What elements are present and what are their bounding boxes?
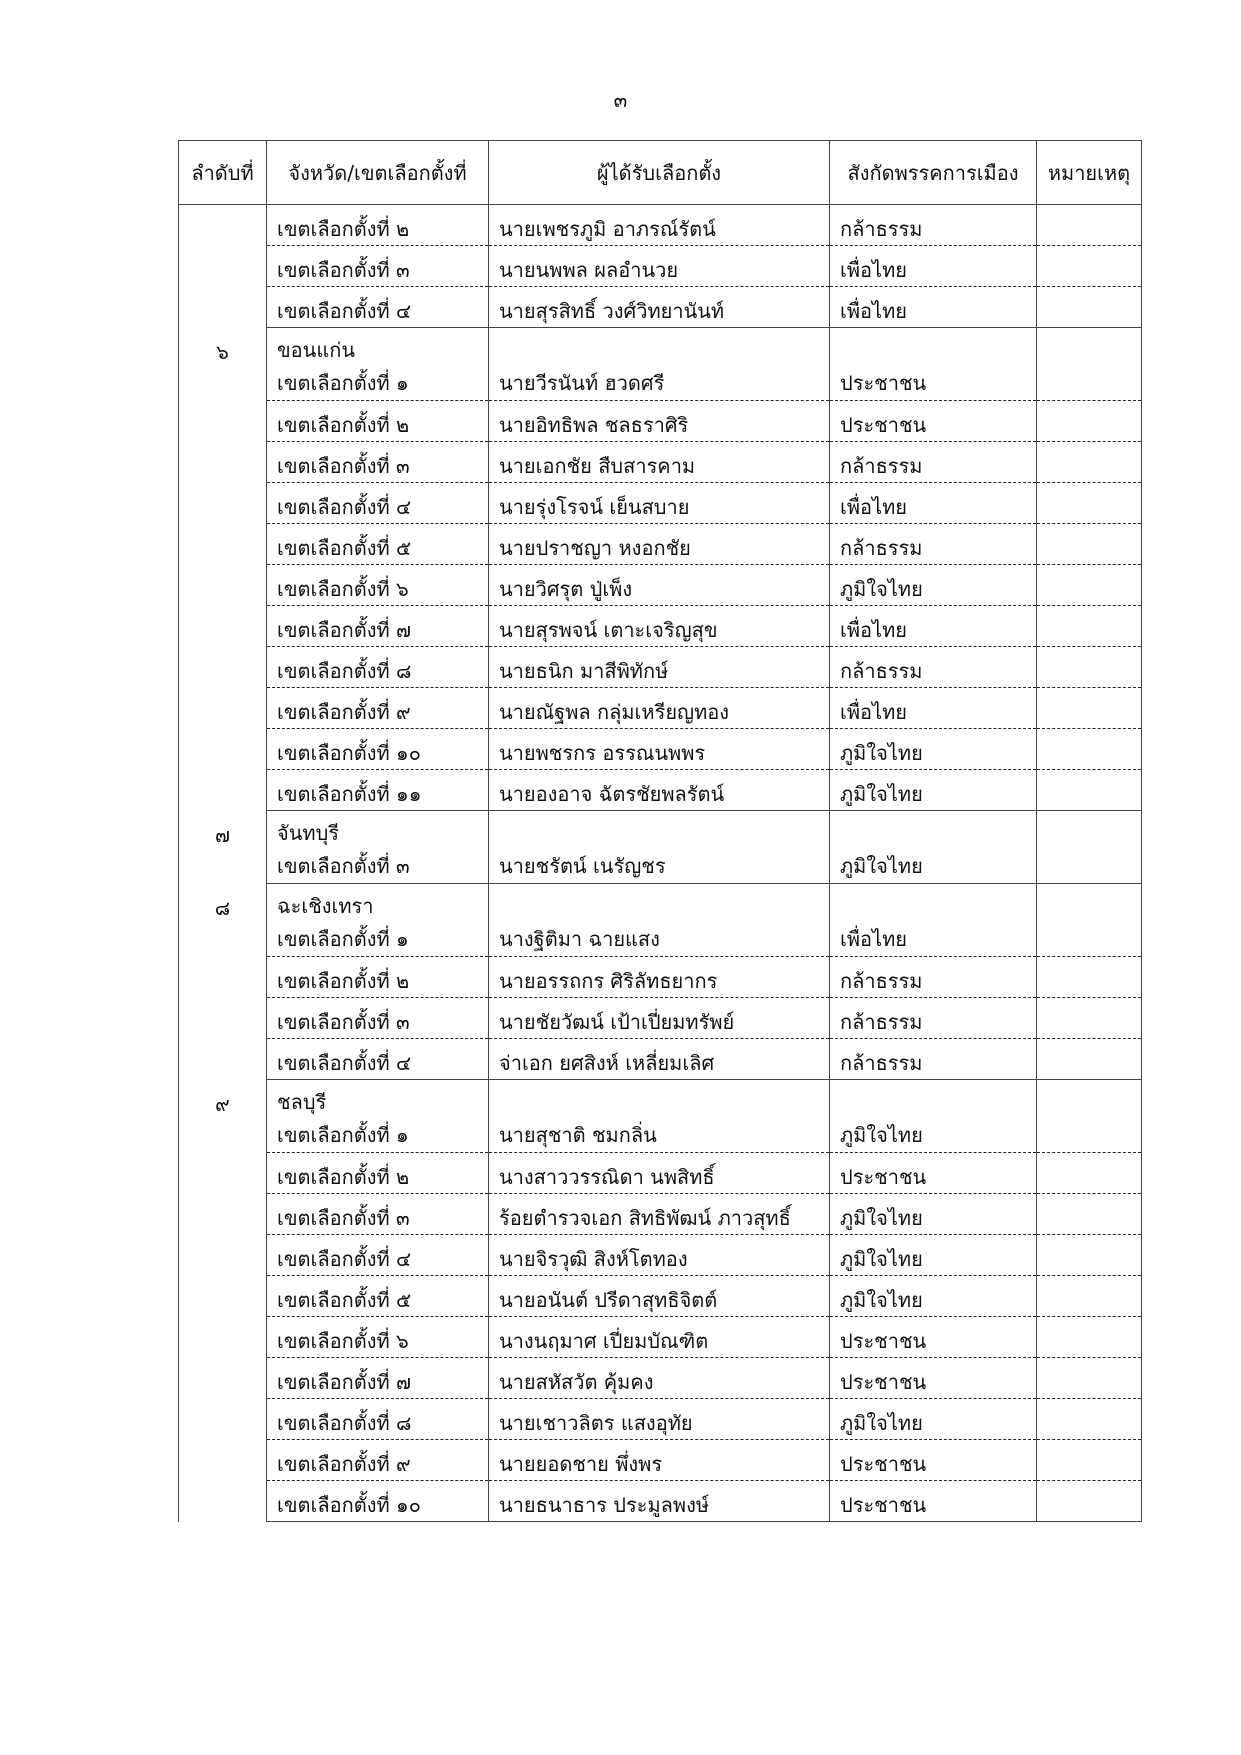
- province-spacer-remark: [1037, 328, 1142, 367]
- district-cell: เขตเลือกตั้งที่ ๓: [267, 442, 489, 483]
- header-party: สังกัดพรรคการเมือง: [830, 141, 1037, 205]
- district-cell: เขตเลือกตั้งที่ ๙: [267, 1440, 489, 1481]
- party-cell: ภูมิใจไทย: [830, 849, 1037, 884]
- elected-name-cell: นายนพพล ผลอำนวย: [489, 246, 830, 287]
- remark-cell: [1037, 1235, 1142, 1276]
- province-name: จันทบุรี: [267, 811, 489, 850]
- remark-cell: [1037, 729, 1142, 770]
- district-cell: เขตเลือกตั้งที่ ๔: [267, 1039, 489, 1080]
- party-cell: ภูมิใจไทย: [830, 1399, 1037, 1440]
- elected-name-cell: นายสหัสวัต คุ้มคง: [489, 1358, 830, 1399]
- province-spacer-remark: [1037, 884, 1142, 923]
- remark-cell: [1037, 483, 1142, 524]
- province-spacer-party: [830, 884, 1037, 923]
- remark-cell: [1037, 1358, 1142, 1399]
- elected-name-cell: นายชัยวัฒน์ เป้าเปี่ยมทรัพย์: [489, 998, 830, 1039]
- group-number: ๗: [179, 811, 267, 884]
- party-cell: ประชาชน: [830, 1153, 1037, 1194]
- remark-cell: [1037, 1440, 1142, 1481]
- province-spacer-name: [489, 811, 830, 850]
- district-cell: เขตเลือกตั้งที่ ๓: [267, 1194, 489, 1235]
- header-province-district: จังหวัด/เขตเลือกตั้งที่: [267, 141, 489, 205]
- elected-name-cell: นายปราชญา หงอกชัย: [489, 524, 830, 565]
- header-remark: หมายเหตุ: [1037, 141, 1142, 205]
- table-row: [179, 1399, 1142, 1440]
- party-cell: กล้าธรรม: [830, 957, 1037, 998]
- remark-cell: [1037, 1481, 1142, 1522]
- district-cell: เขตเลือกตั้งที่ ๕: [267, 1276, 489, 1317]
- table-row: [179, 565, 1142, 606]
- table-row: [179, 849, 1142, 884]
- district-cell: เขตเลือกตั้งที่ ๑๐: [267, 1481, 489, 1522]
- table-row: [179, 1153, 1142, 1194]
- district-cell: เขตเลือกตั้งที่ ๔: [267, 483, 489, 524]
- party-cell: ภูมิใจไทย: [830, 565, 1037, 606]
- remark-cell: [1037, 442, 1142, 483]
- table-row: [179, 1276, 1142, 1317]
- group-number: ๙: [179, 1080, 267, 1522]
- party-cell: เพื่อไทย: [830, 287, 1037, 328]
- table-row: [179, 606, 1142, 647]
- district-cell: เขตเลือกตั้งที่ ๑๐: [267, 729, 489, 770]
- elected-name-cell: นายเชาวลิตร แสงอุทัย: [489, 1399, 830, 1440]
- header-elected: ผู้ได้รับเลือกตั้ง: [489, 141, 830, 205]
- province-name: ชลบุรี: [267, 1080, 489, 1119]
- group-number: ๘: [179, 884, 267, 1080]
- elected-name-cell: นายอรรถกร ศิริลัทธยากร: [489, 957, 830, 998]
- table-row: [179, 205, 1142, 246]
- party-cell: ภูมิใจไทย: [830, 1276, 1037, 1317]
- elected-name-cell: นายอนันต์ ปรีดาสุทธิจิตต์: [489, 1276, 830, 1317]
- remark-cell: [1037, 246, 1142, 287]
- table-row: [179, 524, 1142, 565]
- remark-cell: [1037, 606, 1142, 647]
- table-row: [179, 1039, 1142, 1080]
- table-row: [179, 957, 1142, 998]
- remark-cell: [1037, 1118, 1142, 1153]
- party-cell: ภูมิใจไทย: [830, 1118, 1037, 1153]
- district-cell: เขตเลือกตั้งที่ ๘: [267, 647, 489, 688]
- district-cell: เขตเลือกตั้งที่ ๑๑: [267, 770, 489, 811]
- header-row: [179, 141, 1142, 205]
- district-cell: เขตเลือกตั้งที่ ๓: [267, 849, 489, 884]
- party-cell: กล้าธรรม: [830, 205, 1037, 246]
- party-cell: กล้าธรรม: [830, 1039, 1037, 1080]
- elected-name-cell: นายวีรนันท์ ฮวดศรี: [489, 366, 830, 401]
- remark-cell: [1037, 1039, 1142, 1080]
- party-cell: ประชาชน: [830, 366, 1037, 401]
- elected-name-cell: นางนฤมาศ เปี่ยมบัณฑิต: [489, 1317, 830, 1358]
- table-row: [179, 401, 1142, 442]
- elected-name-cell: นายสุชาติ ชมกลิ่น: [489, 1118, 830, 1153]
- province-spacer-party: [830, 811, 1037, 850]
- district-cell: เขตเลือกตั้งที่ ๕: [267, 524, 489, 565]
- elected-name-cell: นายชรัตน์ เนรัญชร: [489, 849, 830, 884]
- district-cell: เขตเลือกตั้งที่ ๘: [267, 1399, 489, 1440]
- remark-cell: [1037, 565, 1142, 606]
- table-row: [179, 729, 1142, 770]
- elected-name-cell: นายองอาจ ฉัตรชัยพลรัตน์: [489, 770, 830, 811]
- elected-name-cell: นายเอกชัย สืบสารคาม: [489, 442, 830, 483]
- party-cell: เพื่อไทย: [830, 483, 1037, 524]
- remark-cell: [1037, 524, 1142, 565]
- elected-name-cell: จ่าเอก ยศสิงห์ เหลี่ยมเลิศ: [489, 1039, 830, 1080]
- party-cell: ประชาชน: [830, 1317, 1037, 1358]
- district-cell: เขตเลือกตั้งที่ ๗: [267, 606, 489, 647]
- district-cell: เขตเลือกตั้งที่ ๑: [267, 366, 489, 401]
- party-cell: กล้าธรรม: [830, 998, 1037, 1039]
- district-cell: เขตเลือกตั้งที่ ๔: [267, 1235, 489, 1276]
- party-cell: เพื่อไทย: [830, 688, 1037, 729]
- district-cell: เขตเลือกตั้งที่ ๒: [267, 401, 489, 442]
- province-spacer-party: [830, 328, 1037, 367]
- table-row: [179, 246, 1142, 287]
- table-row: [179, 287, 1142, 328]
- table-row: [179, 1194, 1142, 1235]
- province-spacer-party: [830, 1080, 1037, 1119]
- province-name: ฉะเชิงเทรา: [267, 884, 489, 923]
- elected-name-cell: นายณัฐพล กลุ่มเหรียญทอง: [489, 688, 830, 729]
- district-cell: เขตเลือกตั้งที่ ๖: [267, 565, 489, 606]
- remark-cell: [1037, 1399, 1142, 1440]
- table-row: [179, 647, 1142, 688]
- remark-cell: [1037, 205, 1142, 246]
- election-results-table: [178, 140, 1142, 1522]
- party-cell: เพื่อไทย: [830, 246, 1037, 287]
- remark-cell: [1037, 998, 1142, 1039]
- party-cell: ภูมิใจไทย: [830, 770, 1037, 811]
- group-number: ๖: [179, 328, 267, 811]
- district-cell: เขตเลือกตั้งที่ ๑: [267, 1118, 489, 1153]
- province-row: [179, 328, 1142, 367]
- party-cell: ภูมิใจไทย: [830, 1235, 1037, 1276]
- table-row: [179, 1481, 1142, 1522]
- remark-cell: [1037, 1317, 1142, 1358]
- party-cell: ประชาชน: [830, 1481, 1037, 1522]
- party-cell: ประชาชน: [830, 1440, 1037, 1481]
- table-row: [179, 770, 1142, 811]
- table-body: [179, 205, 1142, 1522]
- header-no: ลำดับที่: [179, 141, 267, 205]
- remark-cell: [1037, 647, 1142, 688]
- remark-cell: [1037, 1276, 1142, 1317]
- district-cell: เขตเลือกตั้งที่ ๖: [267, 1317, 489, 1358]
- table-row: [179, 1317, 1142, 1358]
- district-cell: เขตเลือกตั้งที่ ๒: [267, 1153, 489, 1194]
- district-cell: เขตเลือกตั้งที่ ๒: [267, 205, 489, 246]
- party-cell: ภูมิใจไทย: [830, 729, 1037, 770]
- district-cell: เขตเลือกตั้งที่ ๑: [267, 922, 489, 957]
- page-number: ๓: [613, 88, 628, 112]
- table-row: [179, 483, 1142, 524]
- province-spacer-name: [489, 884, 830, 923]
- district-cell: เขตเลือกตั้งที่ ๙: [267, 688, 489, 729]
- elected-name-cell: ร้อยตำรวจเอก สิทธิพัฒน์ ภาวสุทธิ์: [489, 1194, 830, 1235]
- elected-name-cell: นางฐิติมา ฉายแสง: [489, 922, 830, 957]
- elected-name-cell: นายรุ่งโรจน์ เย็นสบาย: [489, 483, 830, 524]
- province-spacer-name: [489, 328, 830, 367]
- province-spacer-remark: [1037, 811, 1142, 850]
- party-cell: กล้าธรรม: [830, 524, 1037, 565]
- remark-cell: [1037, 849, 1142, 884]
- remark-cell: [1037, 366, 1142, 401]
- party-cell: กล้าธรรม: [830, 442, 1037, 483]
- elected-name-cell: นายจิรวุฒิ สิงห์โตทอง: [489, 1235, 830, 1276]
- table-row: [179, 442, 1142, 483]
- elected-name-cell: นางสาววรรณิดา นพสิทธิ์: [489, 1153, 830, 1194]
- district-cell: เขตเลือกตั้งที่ ๓: [267, 246, 489, 287]
- district-cell: เขตเลือกตั้งที่ ๔: [267, 287, 489, 328]
- table-row: [179, 922, 1142, 957]
- elected-name-cell: นายอิทธิพล ชลธราศิริ: [489, 401, 830, 442]
- province-row: [179, 1080, 1142, 1119]
- party-cell: ประชาชน: [830, 1358, 1037, 1399]
- province-row: [179, 884, 1142, 923]
- elected-name-cell: นายเพชรภูมิ อาภรณ์รัตน์: [489, 205, 830, 246]
- district-cell: เขตเลือกตั้งที่ ๗: [267, 1358, 489, 1399]
- party-cell: ประชาชน: [830, 401, 1037, 442]
- remark-cell: [1037, 1153, 1142, 1194]
- remark-cell: [1037, 401, 1142, 442]
- province-spacer-remark: [1037, 1080, 1142, 1119]
- party-cell: ภูมิใจไทย: [830, 1194, 1037, 1235]
- table-row: [179, 1235, 1142, 1276]
- party-cell: เพื่อไทย: [830, 922, 1037, 957]
- province-row: [179, 811, 1142, 850]
- elected-name-cell: นายสุรสิทธิ์ วงศ์วิทยานันท์: [489, 287, 830, 328]
- table-row: [179, 688, 1142, 729]
- elected-name-cell: นายสุรพจน์ เตาะเจริญสุข: [489, 606, 830, 647]
- remark-cell: [1037, 957, 1142, 998]
- province-name: ขอนแก่น: [267, 328, 489, 367]
- group-number: [179, 205, 267, 328]
- party-cell: เพื่อไทย: [830, 606, 1037, 647]
- remark-cell: [1037, 1194, 1142, 1235]
- table-row: [179, 998, 1142, 1039]
- remark-cell: [1037, 287, 1142, 328]
- remark-cell: [1037, 688, 1142, 729]
- elected-name-cell: นายวิศรุต ปู่เพ็ง: [489, 565, 830, 606]
- district-cell: เขตเลือกตั้งที่ ๓: [267, 998, 489, 1039]
- table-row: [179, 1118, 1142, 1153]
- table-row: [179, 366, 1142, 401]
- table-row: [179, 1358, 1142, 1399]
- remark-cell: [1037, 922, 1142, 957]
- party-cell: กล้าธรรม: [830, 647, 1037, 688]
- elected-name-cell: นายพชรกร อรรณนพพร: [489, 729, 830, 770]
- table-row: [179, 1440, 1142, 1481]
- elected-name-cell: นายยอดชาย พึ่งพร: [489, 1440, 830, 1481]
- elected-name-cell: นายธนิก มาสีพิทักษ์: [489, 647, 830, 688]
- district-cell: เขตเลือกตั้งที่ ๒: [267, 957, 489, 998]
- province-spacer-name: [489, 1080, 830, 1119]
- elected-name-cell: นายธนาธาร ประมูลพงษ์: [489, 1481, 830, 1522]
- remark-cell: [1037, 770, 1142, 811]
